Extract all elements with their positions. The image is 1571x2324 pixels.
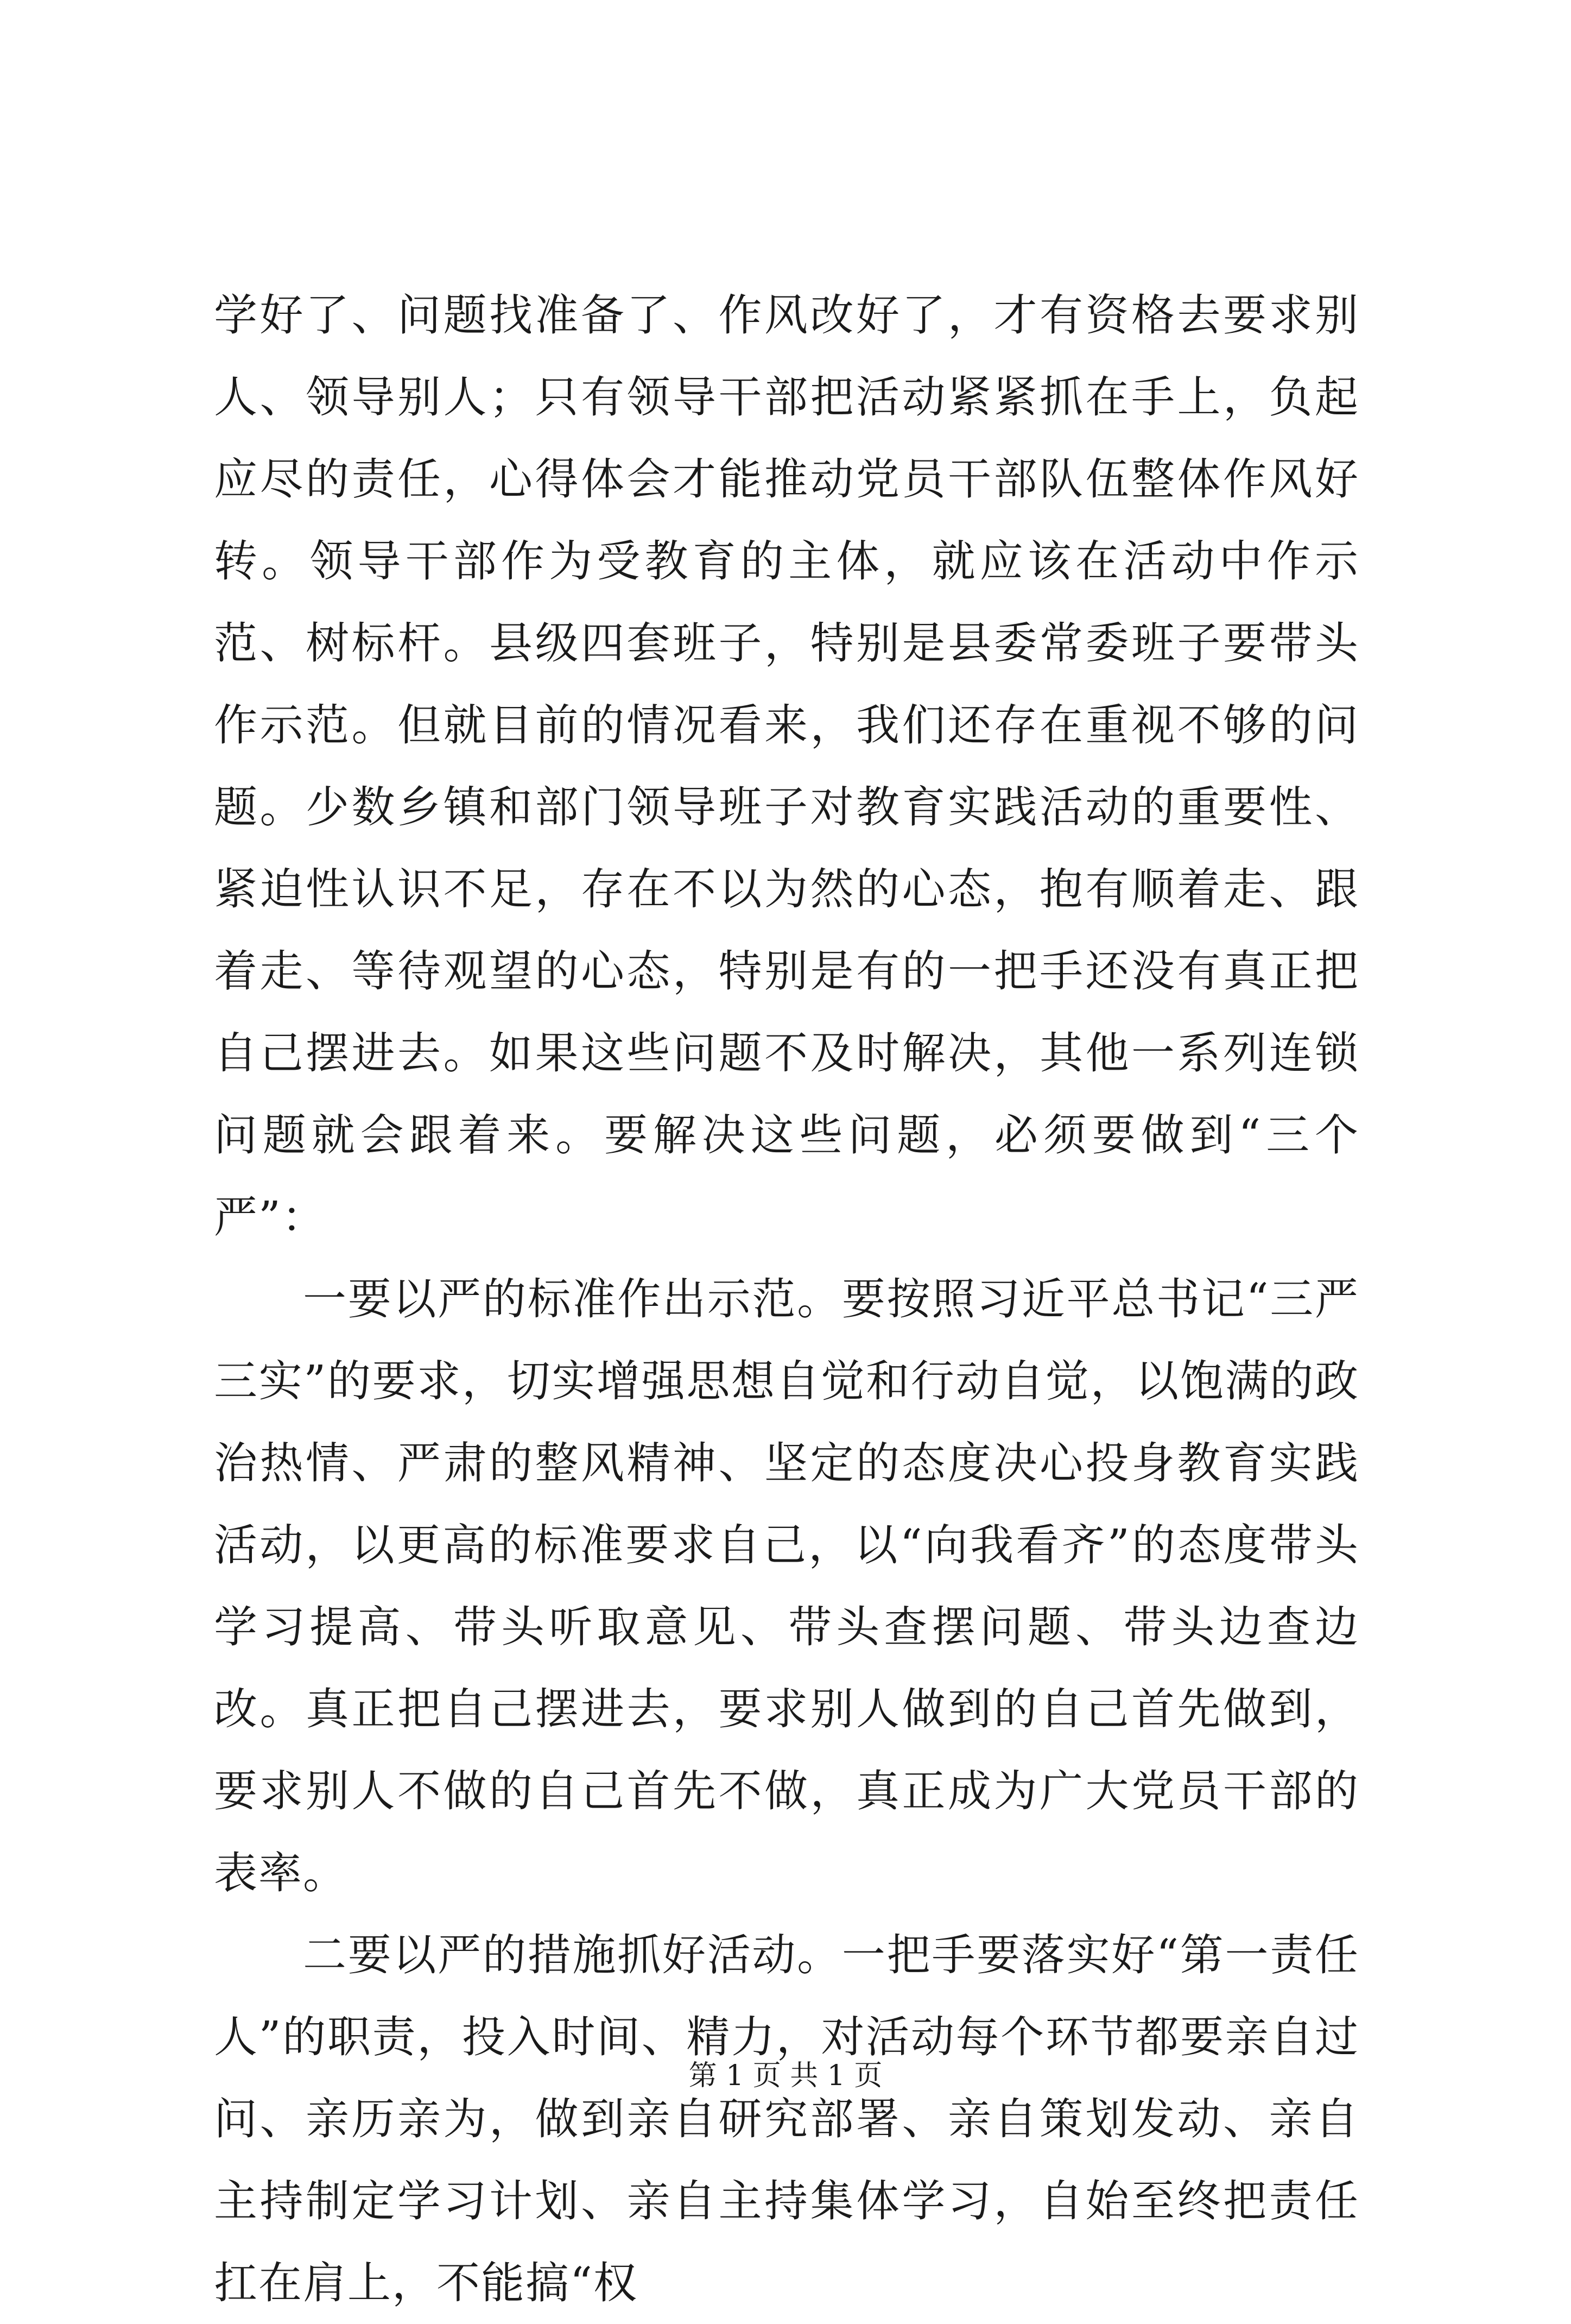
document-body: [214, 274, 1359, 2324]
paragraph-3: 二要以严的措施抓好活动。一把手要落实好“第一责任人”的职责，投入时间、精力，对活动每个环节都要亲自过问、亲历亲为，做到亲自研究部署、亲自策划发动、亲自主持制定学习计划、亲自主持集体学习，自始至终把责任扛在肩上，不能搞“权: [214, 1930, 1359, 2308]
page-footer: 第 1 页 共 1 页: [688, 2060, 883, 2092]
paragraph-2: 一要以严的标准作出示范。要按照习近平总书记“三严三实”的要求，切实增强思想自觉和行动自觉，以饱满的政治热情、严肃的整风精神、坚定的态度决心投身教育实践活动，以更高的标准要求自己，以“向我看齐”的态度带头学习提高、带头听取意见、带头查摆问题、带头边查边改。真正把自己摆进去，要求别人做到的自己首先做到，要求别人不做的自己首先不做，真正成为广大党员干部的表率。: [214, 1274, 1359, 1898]
paragraph-1: 学好了、问题找准备了、作风改好了，才有资格去要求别人、领导别人；只有领导干部把活动紧紧抓在手上，负起应尽的责任，心得体会才能推动党员干部队伍整体作风好转。领导干部作为受教育的主体，就应该在活动中作示范、树标杆。县级四套班子，特别是县委常委班子要带头作示范。但就目前的情况看来，我们还存在重视不够的问题。少数乡镇和部门领导班子对教育实践活动的重要性、紧迫性认识不足，存在不以为然的心态，抱有顺着走、跟着走、等待观望的心态，特别是有的一把手还没有真正把自己摆进去。如果这些问题不及时解决，其他一系列连锁问题就会跟着来。要解决这些问题，必须要做到“三个严”：: [214, 290, 1359, 1242]
